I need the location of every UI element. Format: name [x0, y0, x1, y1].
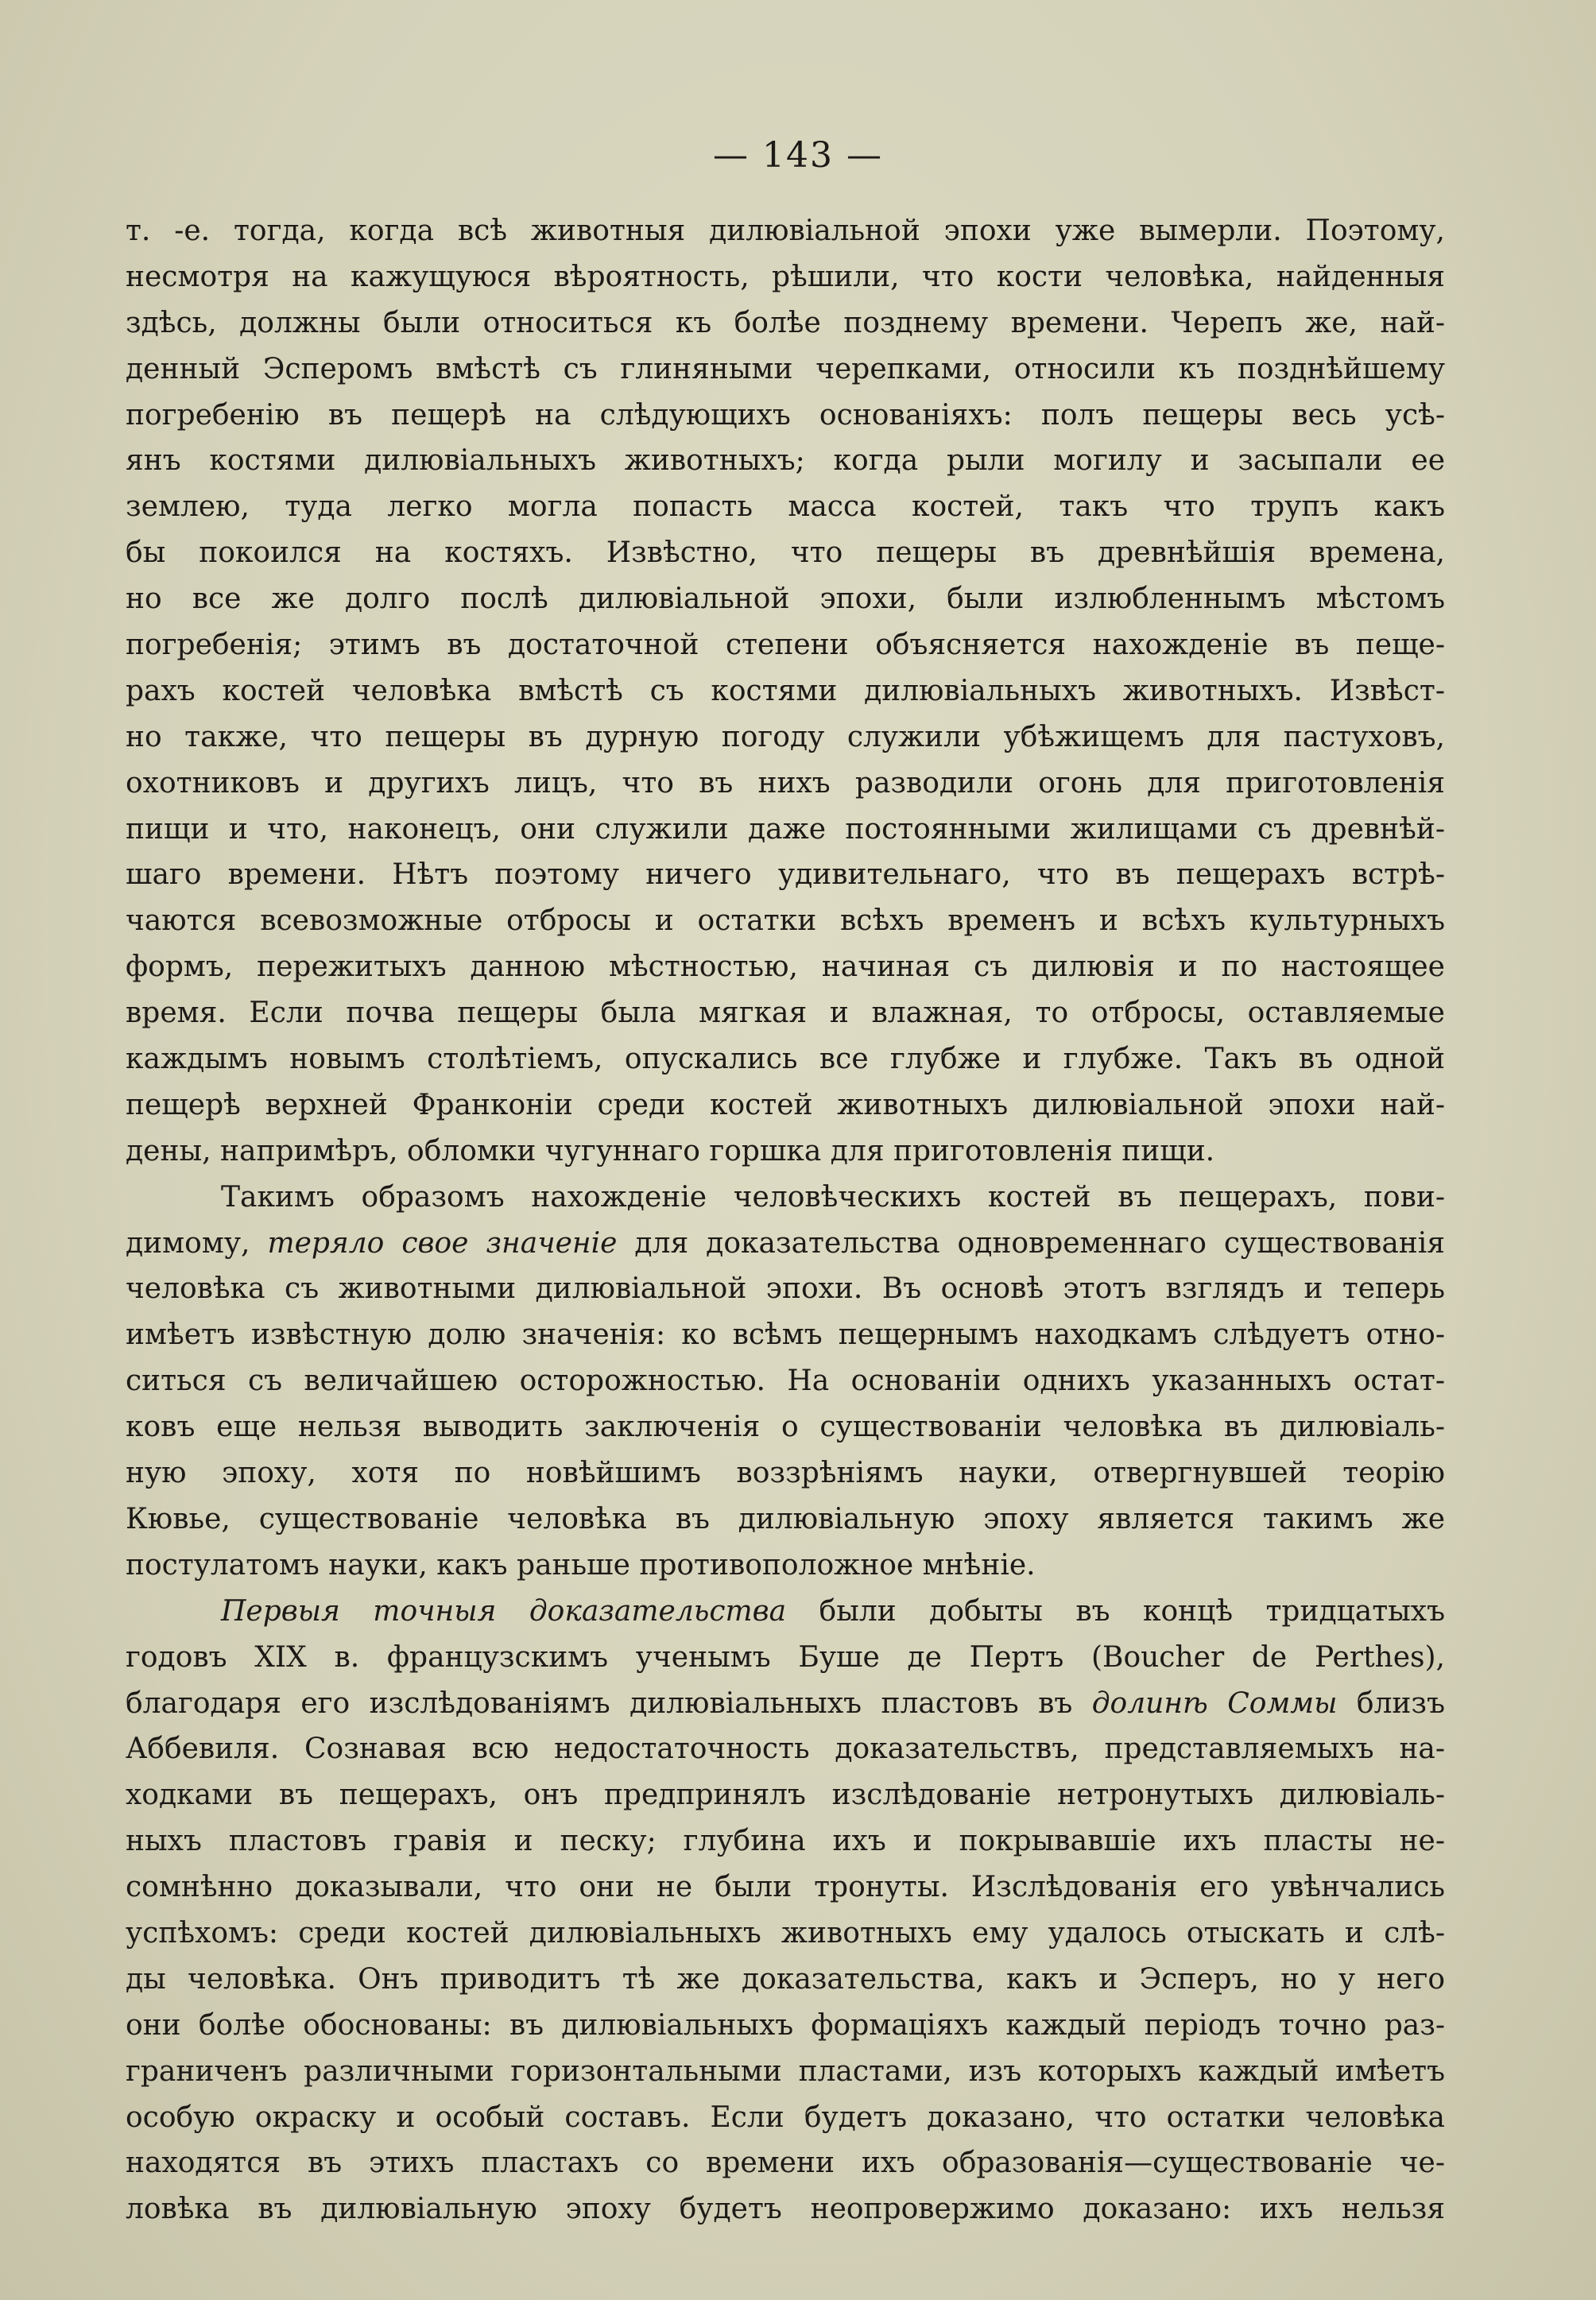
text-segment: т. -е. тогда, когда всѣ животныя дилювіальной эпохи уже вымерли. Поэтому, — [126, 215, 1445, 247]
body-text — [126, 208, 1445, 2232]
text-line — [126, 898, 1445, 944]
text-segment: Аббевиля. Сознавая всю недостаточность доказательствъ, представляемыхъ на- — [126, 1733, 1445, 1766]
text-segment: но все же долго послѣ дилювіальной эпохи, были излюбленнымъ мѣстомъ — [126, 583, 1445, 616]
text-segment: сомнѣнно доказывали, что они не были тронуты. Изслѣдованія его увѣнчались — [126, 1871, 1445, 1904]
text-line — [126, 1957, 1445, 2003]
paragraph — [126, 1175, 1445, 1589]
text-line — [126, 530, 1445, 576]
text-line — [126, 2186, 1445, 2232]
text-line — [126, 1266, 1445, 1312]
text-segment: димому, — [126, 1226, 268, 1260]
text-segment: ковъ еще нельзя выводить заключенія о существованіи человѣка въ дилювіаль- — [126, 1411, 1445, 1444]
text-line — [126, 852, 1445, 898]
text-segment: граниченъ различными горизонтальными пластами, изъ которыхъ каждый имѣетъ — [126, 2054, 1445, 2088]
text-line — [126, 1312, 1445, 1358]
text-segment: формъ, пережитыхъ данною мѣстностью, начиная съ дилювія и по настоящее — [126, 951, 1445, 984]
text-segment: бы покоился на костяхъ. Извѣстно, что пещеры въ древнѣйшія времена, — [126, 536, 1445, 570]
text-segment: каждымъ новымъ столѣтіемъ, опускались все глубже и глубже. Такъ въ одной — [126, 1043, 1445, 1076]
text-segment: дены, напримѣръ, обломки чугуннаго горшка для приготовленія пищи. — [126, 1134, 1215, 1167]
text-segment: успѣхомъ: среди костей дилювіальныхъ животныхъ ему удалось отыскать и слѣ- — [126, 1916, 1445, 1950]
text-segment: погребенію въ пещерѣ на слѣдующихъ основаніяхъ: полъ пещеры весь усѣ- — [126, 398, 1445, 432]
text-line — [126, 438, 1445, 484]
text-segment: шаго времени. Нѣтъ поэтому ничего удивительнаго, что въ пещерахъ встрѣ- — [126, 858, 1445, 892]
text-line — [126, 1589, 1445, 1635]
text-line — [126, 254, 1445, 300]
text-line — [126, 1129, 1445, 1175]
text-segment: особую окраску и особый составъ. Если будетъ доказано, что остатки человѣка — [126, 2101, 1445, 2134]
text-line — [126, 2095, 1445, 2141]
text-segment: ходками въ пещерахъ, онъ предпринялъ изслѣдованіе нетронутыхъ дилювіаль- — [126, 1779, 1445, 1812]
text-line — [126, 714, 1445, 761]
text-line — [126, 300, 1445, 347]
text-line — [126, 1082, 1445, 1129]
text-segment: годовъ XIX в. французскимъ ученымъ Буше де Пертъ (Boucher de Perthes), — [126, 1640, 1445, 1674]
text-segment: но также, что пещеры въ дурную погоду служили убѣжищемъ для пастуховъ, — [126, 720, 1445, 753]
text-line — [126, 1635, 1445, 1681]
text-line — [126, 1404, 1445, 1450]
text-segment: рахъ костей человѣка вмѣстѣ съ костями дилювіальныхъ животныхъ. Извѣст- — [126, 674, 1445, 707]
text-line — [126, 1175, 1445, 1221]
text-segment: ды человѣка. Онъ приводитъ тѣ же доказательства, какъ и Эсперъ, но у него — [126, 1962, 1445, 1996]
text-line — [126, 761, 1445, 807]
text-segment: янъ костями дилювіальныхъ животныхъ; когда рыли могилу и засыпали ее — [126, 444, 1445, 478]
text-line — [126, 2003, 1445, 2049]
text-line — [126, 2140, 1445, 2186]
paragraph — [126, 208, 1445, 1175]
text-line — [126, 1864, 1445, 1911]
text-line — [126, 944, 1445, 990]
text-segment: чаются всевозможные отбросы и остатки всѣхъ временъ и всѣхъ культурныхъ — [126, 904, 1445, 938]
text-line — [126, 1036, 1445, 1082]
text-line — [126, 1911, 1445, 1957]
text-line — [126, 1497, 1445, 1543]
text-line — [126, 668, 1445, 714]
text-line — [126, 1543, 1445, 1589]
text-segment: погребенія; этимъ въ достаточной степени объясняется нахожденіе въ пеще- — [126, 629, 1445, 662]
text-line — [126, 622, 1445, 668]
italic-phrase: долинѣ Соммы — [1091, 1686, 1338, 1720]
text-line — [126, 2049, 1445, 2095]
text-segment: имѣетъ извѣстную долю значенія: ко всѣмъ пещернымъ находкамъ слѣдуетъ отно- — [126, 1318, 1445, 1352]
text-segment: Такимъ образомъ нахожденіе человѣческихъ костей въ пещерахъ, пови- — [221, 1180, 1445, 1214]
text-segment: ситься съ величайшею осторожностью. На основаніи однихъ указанныхъ остат- — [126, 1365, 1445, 1398]
text-segment: охотниковъ и другихъ лицъ, что въ нихъ разводили огонь для приготовленія — [126, 766, 1445, 800]
text-segment: были добыты въ концѣ тридцатыхъ — [786, 1594, 1445, 1628]
text-segment: ловѣка въ дилювіальную эпоху будетъ неопровержимо доказано: ихъ нельзя — [126, 2193, 1445, 2226]
text-segment: человѣка съ животными дилювіальной эпохи. Въ основѣ этотъ взглядъ и теперь — [126, 1272, 1445, 1306]
text-line — [126, 1221, 1445, 1267]
text-segment: время. Если почва пещеры была мягкая и влажная, то отбросы, оставляемые — [126, 997, 1445, 1030]
italic-phrase: Первыя точныя доказательства — [221, 1594, 787, 1628]
text-line — [126, 347, 1445, 393]
text-segment: постулатомъ науки, какъ раньше противоположное мнѣніе. — [126, 1548, 1036, 1582]
text-line — [126, 576, 1445, 622]
text-line — [126, 1818, 1445, 1864]
text-line — [126, 1681, 1445, 1727]
text-segment: близъ — [1337, 1686, 1445, 1720]
text-line — [126, 1358, 1445, 1404]
text-line — [126, 1726, 1445, 1772]
text-segment: благодаря его изслѣдованіямъ дилювіальныхъ пластовъ въ — [126, 1686, 1092, 1720]
text-line — [126, 208, 1445, 254]
text-segment: Кювье, существованіе человѣка въ дилювіальную эпоху является такимъ же — [126, 1502, 1445, 1535]
text-segment: находятся въ этихъ пластахъ со времени ихъ образованія—существованіе че- — [126, 2147, 1445, 2180]
text-segment: пищи и что, наконецъ, они служили даже постоянными жилищами съ древнѣй- — [126, 812, 1445, 846]
text-segment: ную эпоху, хотя по новѣйшимъ воззрѣніямъ науки, отвергнувшей теорію — [126, 1457, 1445, 1490]
text-line — [126, 807, 1445, 853]
text-segment: здѣсь, должны были относиться къ болѣе позднему времени. Черепъ же, най- — [126, 306, 1445, 339]
text-line — [126, 990, 1445, 1036]
text-segment: денный Эсперомъ вмѣстѣ съ глиняными черепками, относили къ позднѣйшему — [126, 352, 1445, 385]
text-segment: землею, туда легко могла попасть масса костей, такъ что трупъ какъ — [126, 490, 1445, 524]
text-segment: для доказательства одновременнаго существованія — [617, 1226, 1445, 1260]
text-segment: несмотря на кажущуюся вѣроятность, рѣшили, что кости человѣка, найденныя — [126, 260, 1445, 293]
text-line — [126, 1450, 1445, 1497]
text-segment: они болѣе обоснованы: въ дилювіальныхъ формаціяхъ каждый періодъ точно раз- — [126, 2008, 1445, 2042]
paragraph — [126, 1589, 1445, 2232]
text-line — [126, 393, 1445, 439]
text-line — [126, 1772, 1445, 1818]
italic-phrase: теряло свое значеніе — [267, 1226, 618, 1260]
text-segment: ныхъ пластовъ гравія и песку; глубина ихъ и покрывавшіе ихъ пласты не- — [126, 1825, 1445, 1858]
text-line — [126, 484, 1445, 530]
page-number: — 143 — — [713, 135, 883, 176]
text-segment: пещерѣ верхней Франконіи среди костей животныхъ дилювіальной эпохи най- — [126, 1088, 1445, 1121]
